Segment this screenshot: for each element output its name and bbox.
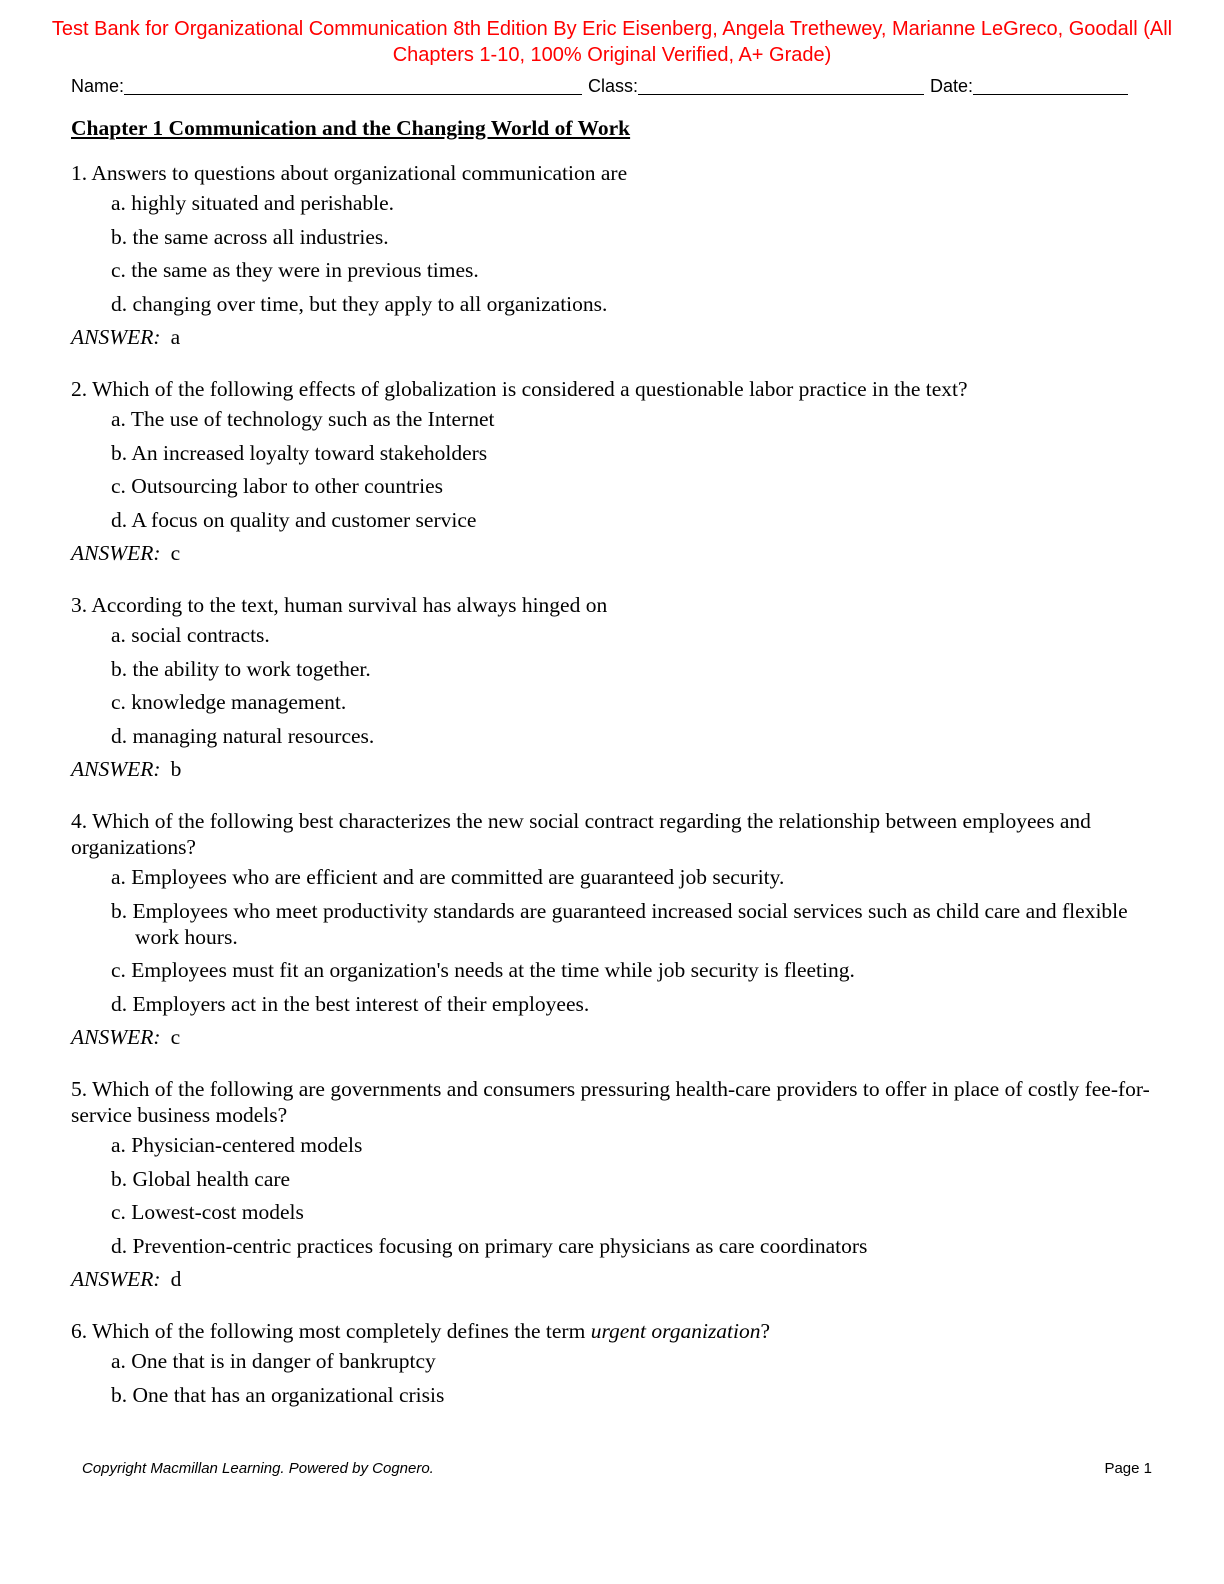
answer-choice <box>71 1233 1156 1259</box>
name-line <box>124 74 582 95</box>
question-term: urgent organization <box>590 1319 761 1343</box>
date-line <box>973 74 1128 95</box>
choice-letter: d. <box>111 1233 128 1258</box>
choice-letter: a. <box>111 1133 126 1157</box>
answer-choice <box>71 864 1156 890</box>
question-text: Answers to questions about organizational communication are <box>91 161 628 185</box>
chapter-title: Chapter 1 Communication and the Changing World of Work <box>71 116 631 140</box>
choice-letter: b. <box>111 656 128 681</box>
answer-choice <box>71 257 1156 283</box>
question <box>71 1318 1156 1408</box>
question-number: 6. <box>71 1319 88 1343</box>
footer-copyright: Copyright Macmillan Learning. Powered by Cognero. <box>82 1460 434 1477</box>
choice-letter: a. <box>111 191 126 215</box>
answer-value: a <box>170 325 181 349</box>
choice-letter: c. <box>111 690 126 714</box>
answer-label: ANSWER: <box>71 1267 161 1291</box>
answer-value: c <box>170 541 181 565</box>
answer-choice <box>71 991 1156 1017</box>
answer-value: d <box>170 1267 182 1291</box>
answer-choice <box>71 656 1156 682</box>
answer-choice <box>71 473 1156 499</box>
choice-letter: c. <box>111 1200 126 1224</box>
question <box>71 808 1156 1050</box>
answer-key <box>71 1024 1156 1050</box>
question-text: According to the text, human survival has always hinged on <box>91 593 608 617</box>
choice-letter: a. <box>111 1349 126 1373</box>
answer-key <box>71 1266 1156 1292</box>
answer-choice <box>71 898 1156 950</box>
choice-letter: d. <box>111 991 128 1016</box>
answer-choice <box>71 1199 1156 1225</box>
choice-letter: c. <box>111 258 126 282</box>
choice-text: Employees who are efficient and are committed are guaranteed job security. <box>131 865 785 889</box>
answer-label: ANSWER: <box>71 1025 161 1049</box>
answer-choice <box>71 440 1156 466</box>
question-stem <box>71 376 1156 402</box>
question-number: 5. <box>71 1077 88 1101</box>
question-text: Which of the following effects of globalization is considered a questionable labor practice in the text? <box>92 377 968 401</box>
choice-text: Employees must fit an organization's needs at the time while job security is fleeting. <box>131 958 855 982</box>
answer-value: c <box>170 1025 181 1049</box>
choice-text: Lowest-cost models <box>131 1200 304 1224</box>
date-label: Date: <box>930 76 974 96</box>
choice-text: changing over time, but they apply to all organizations. <box>132 291 608 316</box>
question-text: Which of the following most completely defines the term <box>92 1319 586 1343</box>
question-stem <box>71 592 1156 618</box>
answer-key <box>71 324 1156 350</box>
question-number: 4. <box>71 809 88 833</box>
choice-text: Employees who meet productivity standards are guaranteed increased social services such as child care and flexible work hours. <box>132 898 1128 949</box>
choice-text: The use of technology such as the Internet <box>130 407 495 431</box>
choice-text: Employers act in the best interest of their employees. <box>132 991 590 1016</box>
choice-letter: b. <box>111 440 128 465</box>
choice-text: the same across all industries. <box>132 224 389 249</box>
answer-choice <box>71 1166 1156 1192</box>
choice-text: An increased loyalty toward stakeholders <box>131 440 488 465</box>
answer-key <box>71 540 1156 566</box>
choice-text: One that has an organizational crisis <box>132 1382 445 1407</box>
answer-choice <box>71 406 1156 432</box>
name-label: Name: <box>71 76 125 96</box>
question-text: Which of the following best characterizes the new social contract regarding the relationship between employees and organizations? <box>71 809 1091 859</box>
answer-choice <box>71 224 1156 250</box>
answer-label: ANSWER: <box>71 757 161 781</box>
choice-text: managing natural resources. <box>132 723 375 748</box>
document-header-title: Test Bank for Organizational Communication 8th Edition By Eric Eisenberg, Angela Trethewey, Marianne LeGreco, Goodall (All Chapters 1-10, 100% Original Verified, A+ Grade) <box>51 18 1173 66</box>
answer-choice <box>71 622 1156 648</box>
question-stem <box>71 808 1156 860</box>
answer-value: b <box>170 757 182 781</box>
choice-letter: d. <box>111 507 128 532</box>
answer-key <box>71 756 1156 782</box>
answer-label: ANSWER: <box>71 325 161 349</box>
choice-text: highly situated and perishable. <box>131 191 395 215</box>
choice-text: Physician-centered models <box>131 1133 363 1157</box>
choice-letter: a. <box>111 407 126 431</box>
class-label: Class: <box>588 76 639 96</box>
question-number: 2. <box>71 377 88 401</box>
question <box>71 376 1156 566</box>
choice-letter: a. <box>111 865 126 889</box>
answer-choice <box>71 1382 1156 1408</box>
choice-text: social contracts. <box>131 623 270 647</box>
choice-text: One that is in danger of bankruptcy <box>131 1349 436 1373</box>
question <box>71 160 1156 350</box>
question-text: Which of the following are governments and consumers pressuring health-care providers to offer in place of costly fee-for-service business models? <box>71 1077 1150 1127</box>
choice-text: Prevention-centric practices focusing on primary care physicians as care coordinators <box>132 1233 868 1258</box>
question-punctuation: ? <box>760 1319 771 1343</box>
choice-letter: b. <box>111 898 128 923</box>
choice-letter: c. <box>111 474 126 498</box>
question-stem <box>71 1318 1156 1344</box>
test-content <box>71 114 1156 1434</box>
choice-letter: a. <box>111 623 126 647</box>
student-info-row <box>71 71 1143 97</box>
answer-choice <box>71 957 1156 983</box>
choice-text: knowledge management. <box>131 690 347 714</box>
question-number: 1. <box>71 161 88 185</box>
choice-letter: b. <box>111 224 128 249</box>
choice-letter: b. <box>111 1166 128 1191</box>
question <box>71 592 1156 782</box>
answer-choice <box>71 1132 1156 1158</box>
question <box>71 1076 1156 1292</box>
answer-choice <box>71 291 1156 317</box>
class-line <box>638 74 924 95</box>
footer-page-number: Page 1 <box>1104 1460 1152 1477</box>
choice-text: the ability to work together. <box>132 656 371 681</box>
choice-text: Global health care <box>132 1166 291 1191</box>
choice-letter: d. <box>111 291 128 316</box>
answer-choice <box>71 723 1156 749</box>
choice-letter: b. <box>111 1382 128 1407</box>
answer-choice <box>71 1348 1156 1374</box>
choice-text: A focus on quality and customer service <box>131 507 477 532</box>
answer-choice <box>71 507 1156 533</box>
question-stem <box>71 1076 1156 1128</box>
question-stem <box>71 160 1156 186</box>
choice-text: the same as they were in previous times. <box>131 258 479 282</box>
answer-label: ANSWER: <box>71 541 161 565</box>
answer-choice <box>71 190 1156 216</box>
question-number: 3. <box>71 593 88 617</box>
answer-choice <box>71 689 1156 715</box>
choice-text: Outsourcing labor to other countries <box>131 474 443 498</box>
choice-letter: d. <box>111 723 128 748</box>
choice-letter: c. <box>111 958 126 982</box>
